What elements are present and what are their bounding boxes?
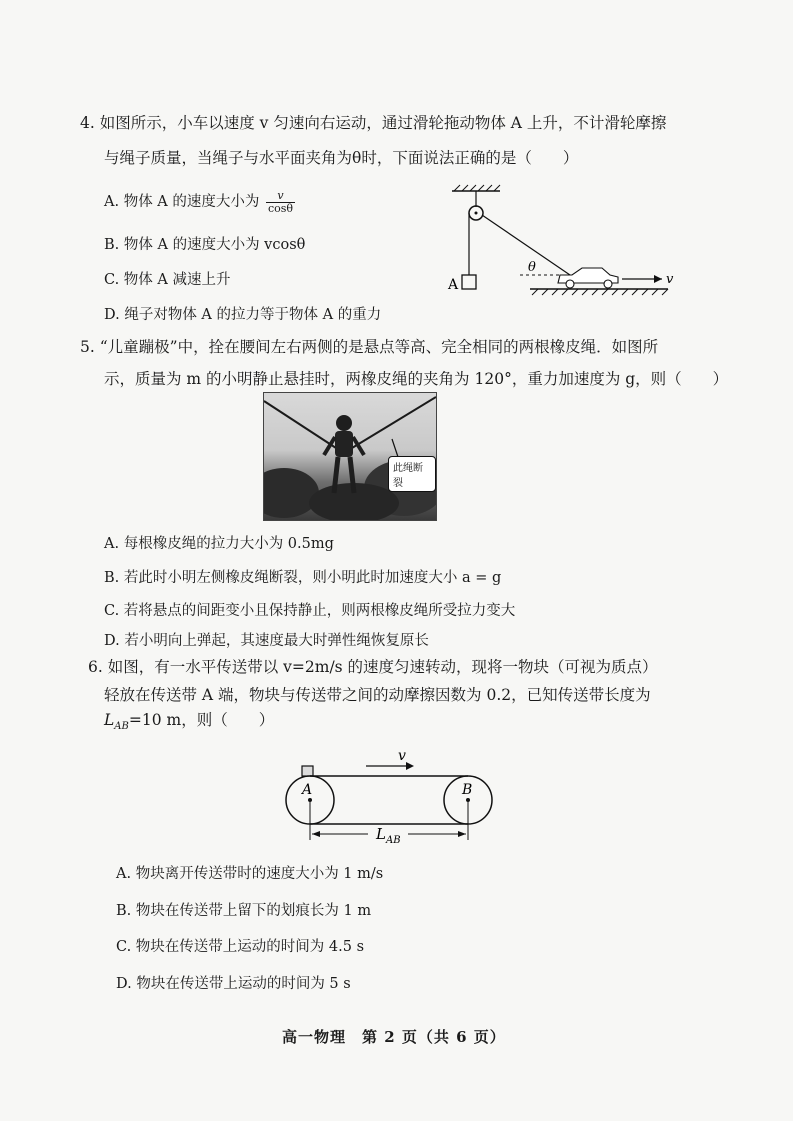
q5-bungee-photo	[263, 392, 437, 521]
q6-stem-line2: 轻放在传送带 A 端，物块与传送带之间的动摩擦因数为 0.2，已知传送带长度为	[104, 686, 651, 704]
q4-pulley-car-figure	[440, 183, 680, 298]
q6-option-b: B. 物块在传送带上留下的划痕长为 1 m	[116, 903, 372, 919]
block-a-icon	[462, 275, 476, 289]
q5-stem-line2: 示，质量为 m 的小明静止悬挂时，两橡皮绳的夹角为 120°，重力加速度为 g，则（ ）	[104, 370, 729, 388]
q4-option-c: C. 物体 A 减速上升	[104, 272, 231, 288]
block-icon	[302, 766, 313, 776]
page-footer: 高一物理 第 2 页（共 6 页）	[282, 1028, 506, 1046]
q6-stem-line3	[104, 713, 274, 732]
q5-stem-line1: 5. “儿童蹦极”中，拴在腰间左右两侧的是悬点等高、完全相同的两根橡皮绳．如图所	[80, 338, 659, 356]
l-symbol: L	[104, 711, 115, 729]
q6-option-c: C. 物块在传送带上运动的时间为 4.5 s	[116, 939, 365, 955]
label-a: A	[448, 277, 459, 293]
q4-option-b: B. 物体 A 的速度大小为 vcosθ	[104, 237, 306, 253]
label-l: $L_{AB}$	[376, 825, 401, 846]
q5-option-a: A. 每根橡皮绳的拉力大小为 0.5mg	[104, 536, 334, 552]
q6-conveyor-figure	[280, 748, 500, 848]
arrow-right-icon	[406, 762, 414, 770]
q4-stem-line2: 与绳子质量，当绳子与水平面夹角为θ时，下面说法正确的是（ ）	[104, 149, 579, 167]
q4-option-d: D. 绳子对物体 A 的拉力等于物体 A 的重力	[104, 307, 382, 323]
q6-option-d: D. 物块在传送带上运动的时间为 5 s	[116, 976, 351, 992]
q4-option-a-text: A. 物体 A 的速度大小为	[104, 194, 260, 211]
fraction-numerator: v	[266, 190, 295, 203]
fraction-denominator: cosθ	[268, 201, 294, 215]
label-a: A	[302, 782, 313, 798]
q5-option-b: B. 若此时小明左侧橡皮绳断裂，则小明此时加速度大小 a = g	[104, 570, 502, 586]
q6-option-a: A. 物块离开传送带时的速度大小为 1 m/s	[116, 866, 384, 882]
q4-stem-line1: 4. 如图所示，小车以速度 v 匀速向右运动，通过滑轮拖动物体 A 上升，不计滑轮摩擦	[80, 114, 667, 132]
car-icon	[558, 268, 618, 288]
q5-option-d: D. 若小明向上弹起，其速度最大时弹性绳恢复原长	[104, 633, 429, 649]
label-theta: θ	[528, 260, 536, 275]
q5-option-c: C. 若将悬点的间距变小且保持静止，则两根橡皮绳所受拉力变大	[104, 603, 516, 619]
photo-callout: 此绳断裂	[388, 456, 436, 492]
q4-option-a-fraction	[266, 190, 295, 214]
label-b: B	[462, 782, 473, 798]
l-rest: =10 m，则（ ）	[128, 711, 275, 729]
label-v: v	[666, 272, 674, 287]
l-subscript: AB	[114, 721, 129, 733]
q4-option-a	[104, 190, 295, 214]
label-v: v	[398, 748, 406, 764]
q6-stem-line1: 6. 如图，有一水平传送带以 v=2m/s 的速度匀速转动，现将一物块（可视为质点）	[88, 658, 658, 676]
arrow-right-icon	[654, 275, 662, 283]
